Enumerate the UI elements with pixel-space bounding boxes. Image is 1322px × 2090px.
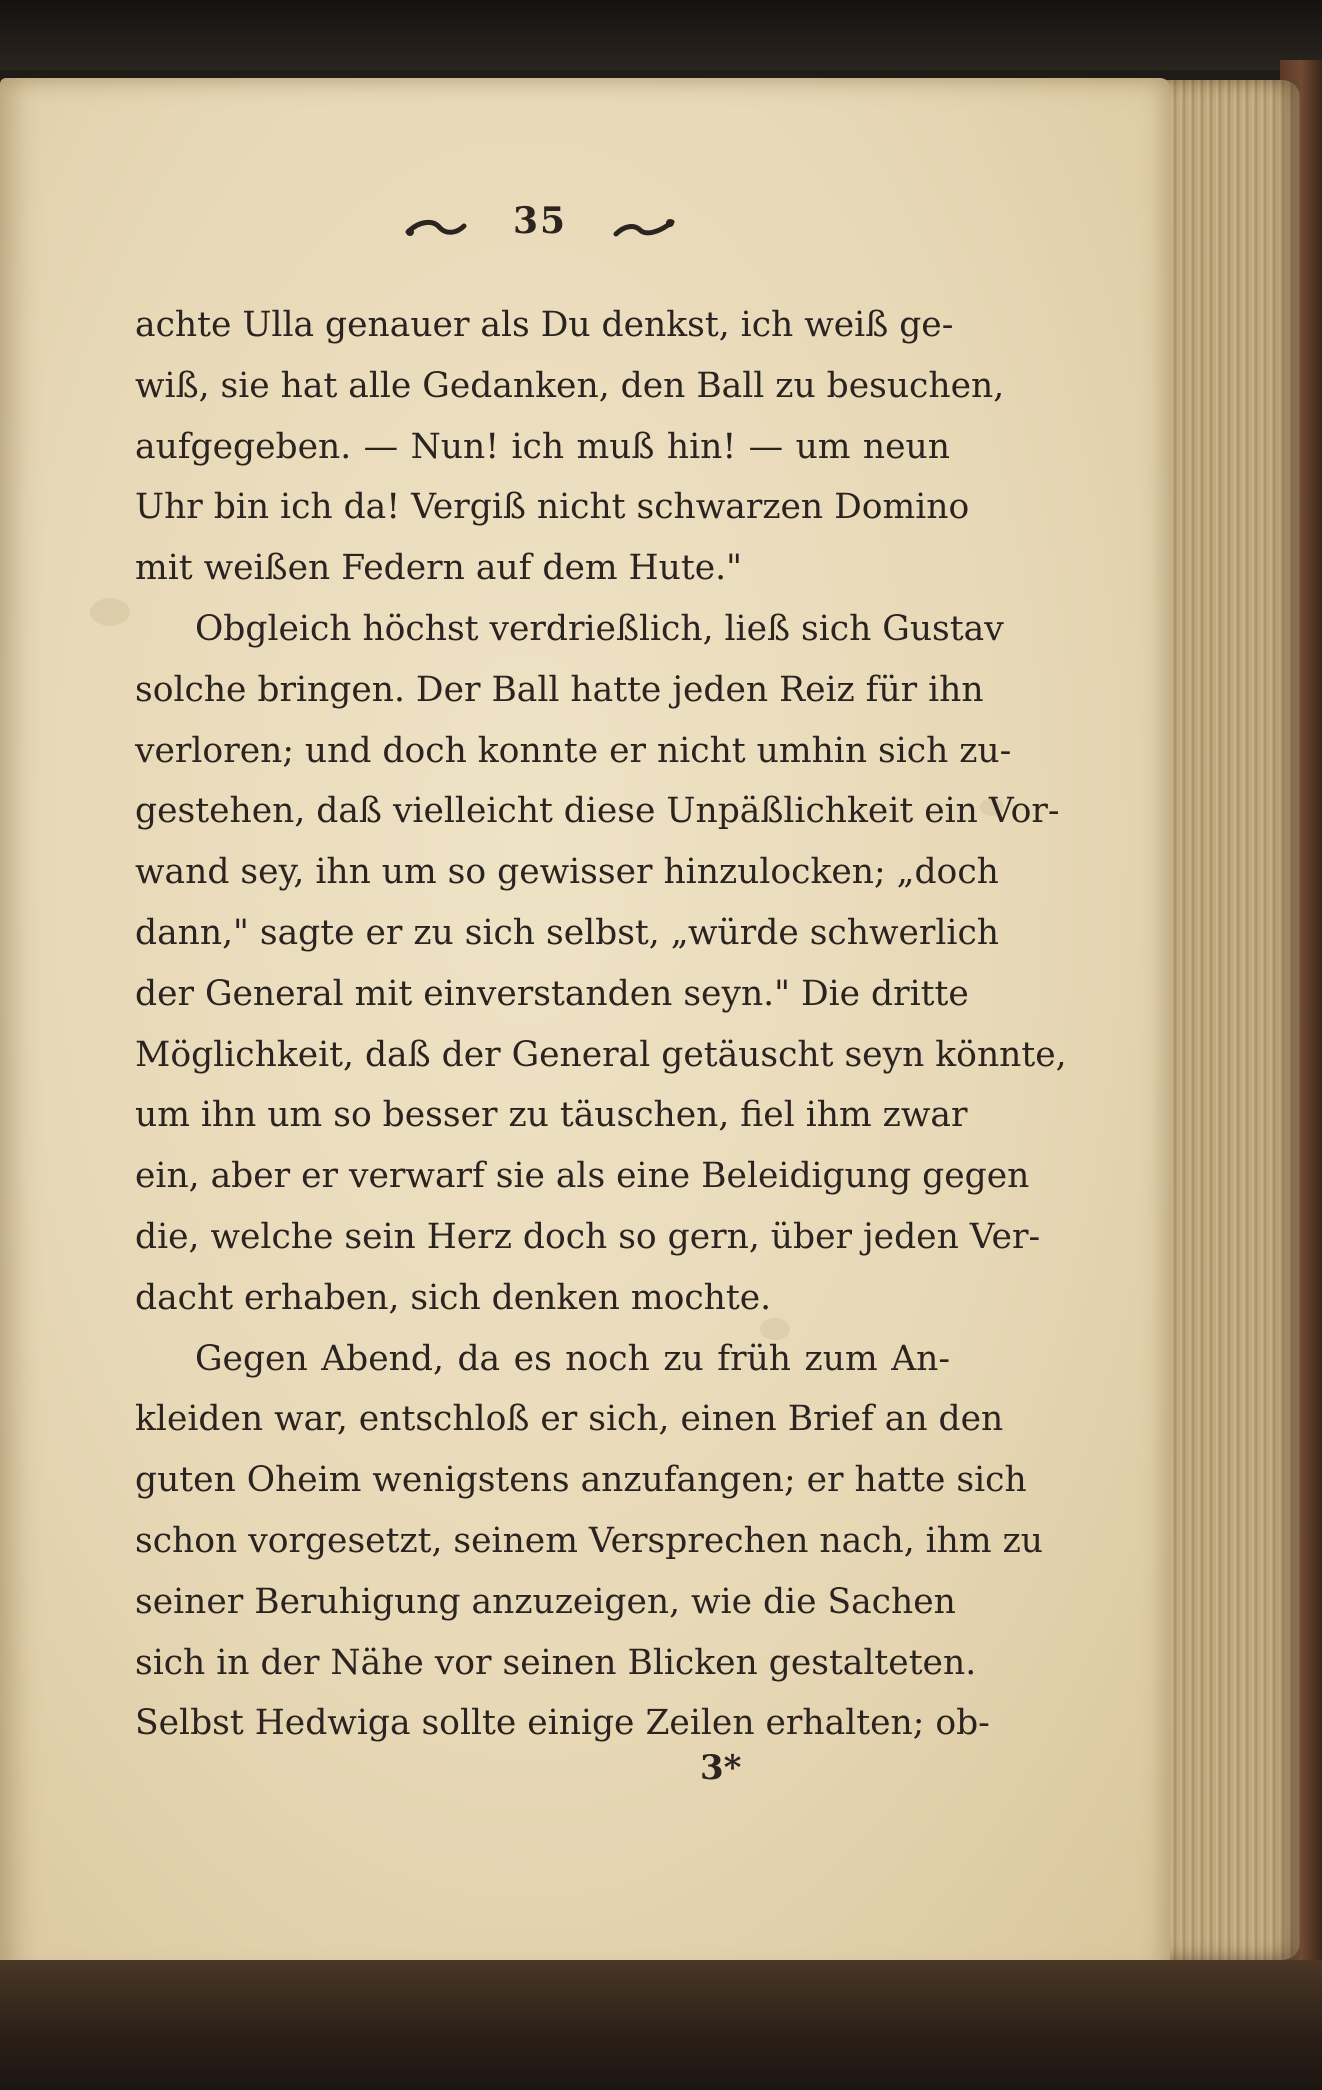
page-number: 35	[512, 200, 568, 242]
text-line: Uhr bin ich da! Vergiß nicht schwarzen Domino	[135, 487, 970, 528]
text-line: die, welche sein Herz doch so gern, über jeden Ver-	[135, 1216, 1041, 1257]
text-line: ein, aber er verwarf sie als eine Beleidigung gegen	[135, 1156, 1030, 1197]
text-line: wand sey, ihn um so gewisser hinzulocken; „doch	[135, 852, 999, 893]
cover-board-bottom	[0, 1960, 1322, 2090]
cover-board-top	[0, 0, 1322, 70]
text-line: dacht erhaben, sich denken mochte.	[135, 1277, 772, 1318]
text-line: Selbst Hedwiga sollte einige Zeilen erhalten; ob-	[135, 1703, 990, 1744]
text-line: aufgegeben. — Nun! ich muß hin! — um neun	[135, 426, 950, 467]
body-text	[135, 295, 1067, 1754]
page-block-edges	[1160, 80, 1300, 1960]
text-line: der General mit einverstanden seyn." Die dritte	[135, 973, 969, 1014]
foxing-spot	[90, 598, 130, 626]
text-line: guten Oheim wenigstens anzufangen; er hatte sich	[135, 1460, 1027, 1501]
text-line: mit weißen Federn auf dem Hute."	[135, 548, 742, 589]
text-line: Gegen Abend, da es noch zu früh zum An-	[195, 1338, 950, 1379]
text-line: achte Ulla genauer als Du denkst, ich weiß ge-	[135, 305, 954, 345]
signature-mark: 3*	[700, 1748, 742, 1788]
text-line: wiß, sie hat alle Gedanken, den Ball zu besuchen,	[135, 365, 1005, 406]
ornament-right-icon	[610, 212, 680, 242]
ornament-left-icon	[400, 212, 470, 242]
text-line: sich in der Nähe vor seinen Blicken gestalteten.	[135, 1642, 977, 1683]
text-line: gestehen, daß vielleicht diese Unpäßlichkeit ein Vor-	[135, 791, 1060, 832]
text-line: verloren; und doch konnte er nicht umhin sich zu-	[135, 730, 1012, 771]
text-line: schon vorgesetzt, seinem Versprechen nach, ihm zu	[135, 1520, 1043, 1561]
text-line: kleiden war, entschloß er sich, einen Brief an den	[135, 1399, 1004, 1440]
text-line: seiner Beruhigung anzuzeigen, wie die Sachen	[135, 1581, 956, 1622]
text-line: Möglichkeit, daß der General getäuscht seyn könnte,	[135, 1034, 1067, 1075]
text-line: solche bringen. Der Ball hatte jeden Reiz für ihn	[135, 669, 984, 710]
text-line: um ihn um so besser zu täuschen, fiel ihm zwar	[135, 1095, 968, 1136]
page-header	[400, 200, 680, 260]
text-line: Obgleich höchst verdrießlich, ließ sich Gustav	[195, 608, 1004, 649]
text-line: dann," sagte er zu sich selbst, „würde schwerlich	[135, 912, 999, 953]
